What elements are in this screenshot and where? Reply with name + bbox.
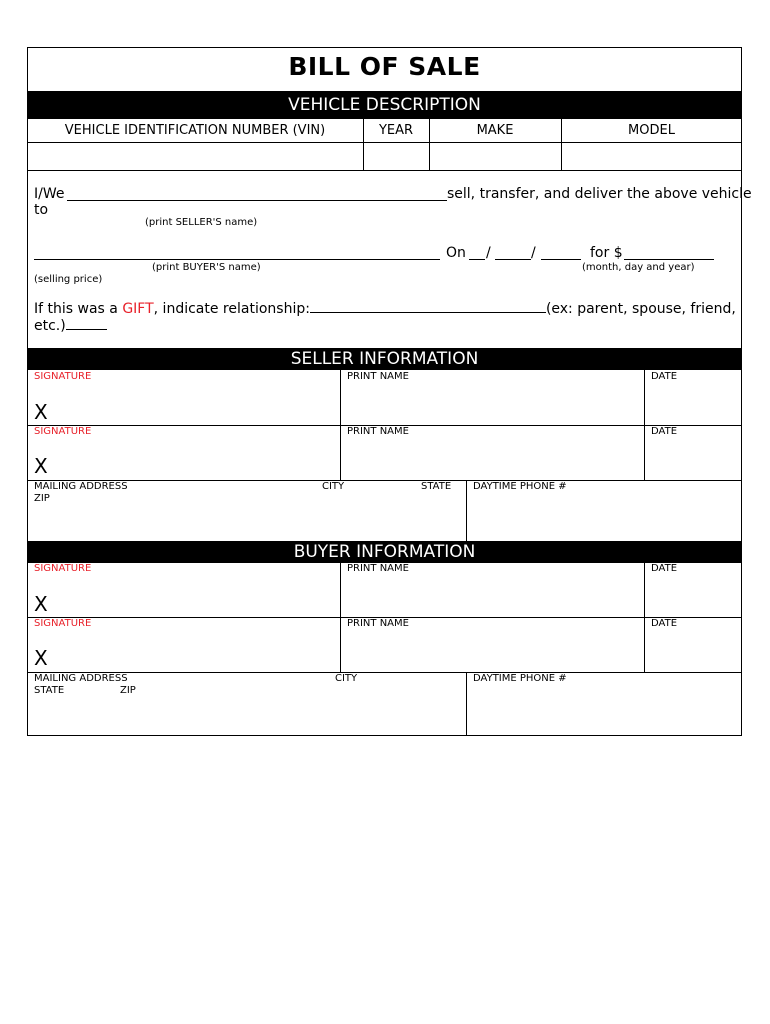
buyer-date-label: DATE: [651, 618, 678, 629]
buyer-zip-label: ZIP: [120, 685, 136, 696]
buyer-name-hint: (print BUYER'S name): [152, 262, 261, 273]
gift-statement: [34, 300, 736, 317]
buyer-signature-label: SIGNATURE: [34, 563, 92, 574]
date-slash: /: [486, 245, 491, 261]
seller-signature-field[interactable]: [28, 384, 339, 424]
seller-phone-label: DAYTIME PHONE #: [473, 481, 567, 492]
seller-date-label: DATE: [651, 426, 678, 437]
buyer-date-field[interactable]: [645, 576, 741, 616]
seller-name-hint: (print SELLER'S name): [145, 217, 258, 228]
make-field[interactable]: [430, 143, 560, 169]
seller-print-name-field[interactable]: [341, 439, 643, 479]
for-label: for $: [590, 245, 623, 261]
on-label: On: [446, 245, 466, 261]
seller-mailing-address-label: MAILING ADDRESS: [34, 481, 128, 492]
seller-state-label: STATE: [421, 481, 452, 492]
seller-city-label: CITY: [322, 481, 345, 492]
seller-print-name-label: PRINT NAME: [347, 426, 409, 437]
date-hint: (month, day and year): [582, 262, 695, 273]
make-column-header: MAKE: [476, 123, 514, 138]
buyer-information-header: BUYER INFORMATION: [27, 541, 742, 563]
seller-address-field[interactable]: [28, 505, 465, 539]
gift-prefix: If this was a: [34, 301, 118, 317]
seller-signature-label: SIGNATURE: [34, 426, 92, 437]
model-field[interactable]: [562, 143, 741, 169]
seller-name-line[interactable]: [67, 200, 447, 201]
buyer-name-line[interactable]: [34, 259, 440, 260]
year-column-header: YEAR: [378, 123, 414, 138]
seller-date-field[interactable]: [645, 384, 741, 424]
seller-print-name-label: PRINT NAME: [347, 371, 409, 382]
buyer-city-label: CITY: [335, 673, 358, 684]
buyer-date-field[interactable]: [645, 631, 741, 671]
seller-signature-x: X: [34, 454, 48, 478]
year-field[interactable]: [364, 143, 428, 169]
seller-print-name-field[interactable]: [341, 384, 643, 424]
iwe-label: I/We: [34, 186, 65, 202]
gift-middle: , indicate relationship:: [153, 301, 310, 317]
buyer-print-name-field[interactable]: [341, 576, 643, 616]
buyer-signature-field[interactable]: [28, 631, 339, 671]
seller-row-divider: [27, 480, 742, 481]
buyer-signature-x: X: [34, 646, 48, 670]
to-label: to: [34, 202, 49, 218]
seller-signature-field[interactable]: [28, 439, 339, 479]
price-hint: (selling price): [34, 274, 103, 285]
gift-etc-line[interactable]: [66, 317, 107, 330]
seller-zip-label: ZIP: [34, 493, 50, 504]
vehicle-description-header: VEHICLE DESCRIPTION: [27, 91, 742, 119]
sell-transfer-text: sell, transfer, and deliver the above vehicle: [447, 186, 752, 202]
buyer-signature-field[interactable]: [28, 576, 339, 616]
buyer-print-name-label: PRINT NAME: [347, 618, 409, 629]
seller-date-label: DATE: [651, 371, 678, 382]
model-column-header: MODEL: [628, 123, 675, 138]
buyer-phone-field[interactable]: [467, 686, 741, 734]
buyer-signature-x: X: [34, 592, 48, 616]
form-title: BILL OF SALE: [288, 52, 481, 81]
date-year-line[interactable]: [541, 259, 581, 260]
seller-signature-label: SIGNATURE: [34, 371, 92, 382]
buyer-mailing-address-label: MAILING ADDRESS: [34, 673, 128, 684]
relationship-line[interactable]: [310, 300, 546, 313]
buyer-phone-label: DAYTIME PHONE #: [473, 673, 567, 684]
vin-field[interactable]: [28, 143, 362, 169]
buyer-print-name-label: PRINT NAME: [347, 563, 409, 574]
buyer-date-label: DATE: [651, 563, 678, 574]
buyer-address-field[interactable]: [28, 698, 465, 734]
gift-example: (ex: parent, spouse, friend,: [545, 301, 736, 317]
buyer-signature-label: SIGNATURE: [34, 618, 92, 629]
seller-phone-field[interactable]: [467, 494, 741, 539]
date-month-line[interactable]: [469, 259, 485, 260]
vin-column-header: VEHICLE IDENTIFICATION NUMBER (VIN): [64, 123, 326, 138]
seller-date-field[interactable]: [645, 439, 741, 479]
buyer-print-name-field[interactable]: [341, 631, 643, 671]
gift-word: GIFT: [122, 301, 154, 317]
price-line[interactable]: [624, 259, 714, 260]
seller-information-header: SELLER INFORMATION: [27, 348, 742, 370]
gift-etc: etc.): [34, 318, 66, 334]
seller-signature-x: X: [34, 400, 48, 424]
buyer-row-divider: [27, 672, 742, 673]
vehicle-table-bottom: [27, 170, 742, 171]
buyer-state-label: STATE: [34, 685, 65, 696]
date-slash: /: [531, 245, 536, 261]
date-day-line[interactable]: [495, 259, 531, 260]
gift-etc-row: [34, 317, 107, 334]
